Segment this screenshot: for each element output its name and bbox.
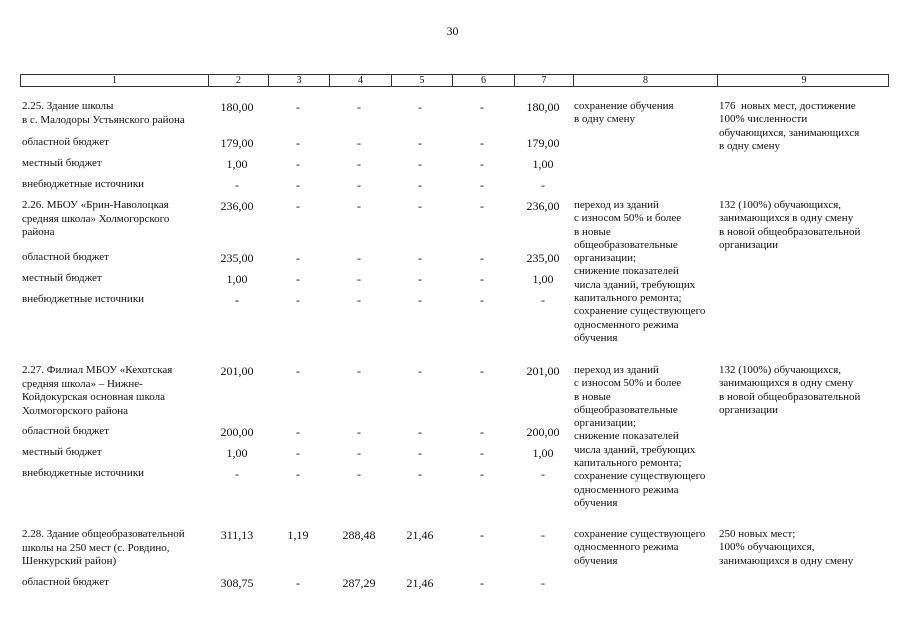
section-2-26-extra-col6: - (480, 293, 484, 307)
header-col-2: 2 (208, 75, 268, 86)
section-2-26-extra-col3: - (296, 293, 300, 307)
section-2-26-local-col3: - (296, 272, 300, 286)
section-2-27-title-col5: - (418, 364, 422, 378)
section-2-26-regional-col2: 235,00 (220, 251, 254, 265)
col8-note-1: сохранение обучения в одну смену (574, 100, 674, 126)
section-2-27-local-col3: - (296, 446, 300, 460)
section-2-28-regional-col6: - (480, 576, 484, 590)
section-2-25-regional-col7: 179,00 (526, 136, 560, 150)
section-2-25-title-col2: 180,00 (220, 100, 254, 114)
section-2-27-title-col2: 201,00 (220, 364, 254, 378)
section-2-27-regional-col5: - (418, 425, 422, 439)
section-2-27-title-col6: - (480, 364, 484, 378)
section-2-25-local-col6: - (480, 157, 484, 171)
section-2-27-title-label: 2.27. Филиал МБОУ «Кехотская средняя школа» – Нижне- Койдокурская основная школа Холмогорского района (22, 364, 173, 417)
section-2-28-regional-label: областной бюджет (22, 576, 109, 588)
section-2-26-regional-col4: - (357, 251, 361, 265)
section-2-27-extra-col6: - (480, 467, 484, 481)
section-2-26-title-col2: 236,00 (220, 199, 254, 213)
section-2-28-title-label: 2.28. Здание общеобразовательной школы на 250 мест (с. Ровдино, Шенкурский район) (22, 528, 185, 567)
section-2-27-extra-col5: - (418, 467, 422, 481)
page-number: 30 (446, 24, 459, 38)
section-2-25-title-col4: - (357, 100, 361, 114)
section-2-25-local-col2: 1,00 (226, 157, 248, 171)
section-2-25-title-col5: - (418, 100, 422, 114)
section-2-28-title-col4: 288,48 (342, 528, 376, 542)
section-2-25-extra-col6: - (480, 178, 484, 192)
section-2-28-regional-col5: 21,46 (406, 576, 434, 590)
section-2-26-extra-col4: - (357, 293, 361, 307)
col9-note-3: 132 (100%) обучающихся, занимающихся в одну смену в новой общеобразовательной организации (719, 364, 861, 416)
section-2-26-local-label: местный бюджет (22, 272, 102, 284)
section-2-26-local-col2: 1,00 (226, 272, 248, 286)
section-2-26-title-label: 2.26. МБОУ «Брин-Наволоцкая средняя школа» Холмогорского района (22, 199, 170, 238)
section-2-25-regional-col2: 179,00 (220, 136, 254, 150)
header-col-5: 5 (391, 75, 452, 86)
section-2-27-extra-col7: - (541, 467, 545, 481)
section-2-27-extra-col2: - (235, 467, 239, 481)
section-2-26-title-col6: - (480, 199, 484, 213)
section-2-27-regional-col2: 200,00 (220, 425, 254, 439)
section-2-27-title-col3: - (296, 364, 300, 378)
section-2-26-regional-col5: - (418, 251, 422, 265)
section-2-26-local-col6: - (480, 272, 484, 286)
section-2-27-regional-col6: - (480, 425, 484, 439)
section-2-27-extra-label: внебюджетные источники (22, 467, 145, 479)
section-2-28-title-col6: - (480, 528, 484, 542)
section-2-27-regional-label: областной бюджет (22, 425, 109, 437)
col9-note-1: 176 новых мест, достижение 100% численности обучающихся, занимающихся в одну смену (719, 100, 860, 152)
section-2-25-local-col5: - (418, 157, 422, 171)
section-2-26-regional-col3: - (296, 251, 300, 265)
table-header (20, 74, 889, 87)
section-2-27-extra-col4: - (357, 467, 361, 481)
section-2-25-extra-label: внебюджетные источники (22, 178, 145, 190)
section-2-27-regional-col4: - (357, 425, 361, 439)
col8-note-3: переход из зданий с износом 50% и более в новые общеобразовательные организации; снижение показателей числа зданий, требующих капитального ремонта; сохранение существующего односменного режима обучения (574, 364, 706, 509)
section-2-25-local-label: местный бюджет (22, 157, 102, 169)
section-2-27-extra-col3: - (296, 467, 300, 481)
section-2-26-title-col3: - (296, 199, 300, 213)
section-2-26-extra-label: внебюджетные источники (22, 293, 145, 305)
header-col-1: 1 (112, 75, 117, 86)
section-2-25-extra-col3: - (296, 178, 300, 192)
col9-note-2: 132 (100%) обучающихся, занимающихся в одну смену в новой общеобразовательной организации (719, 199, 861, 251)
section-2-28-regional-col4: 287,29 (342, 576, 376, 590)
section-2-25-extra-col4: - (357, 178, 361, 192)
section-2-26-extra-col5: - (418, 293, 422, 307)
section-2-25-title-col6: - (480, 100, 484, 114)
section-2-26-regional-col7: 235,00 (526, 251, 560, 265)
section-2-27-local-col5: - (418, 446, 422, 460)
section-2-25-local-col4: - (357, 157, 361, 171)
section-2-28-regional-col3: - (296, 576, 300, 590)
section-2-28-title-col5: 21,46 (406, 528, 434, 542)
section-2-26-title-col7: 236,00 (526, 199, 560, 213)
section-2-28-title-col7: - (541, 528, 545, 542)
header-col-3: 3 (268, 75, 329, 86)
section-2-27-local-label: местный бюджет (22, 446, 102, 458)
section-2-27-local-col2: 1,00 (226, 446, 248, 460)
section-2-25-title-col7: 180,00 (526, 100, 560, 114)
section-2-27-regional-col3: - (296, 425, 300, 439)
section-2-27-title-col4: - (357, 364, 361, 378)
header-col-6: 6 (452, 75, 514, 86)
section-2-25-title-label: 2.25. Здание школы в с. Малодоры Устьянского района (22, 100, 185, 126)
section-2-25-extra-col2: - (235, 178, 239, 192)
section-2-28-regional-col2: 308,75 (220, 576, 254, 590)
header-col-9: 9 (717, 75, 890, 86)
section-2-25-regional-col4: - (357, 136, 361, 150)
section-2-26-title-col4: - (357, 199, 361, 213)
section-2-25-regional-col3: - (296, 136, 300, 150)
section-2-25-local-col7: 1,00 (532, 157, 554, 171)
section-2-27-regional-col7: 200,00 (526, 425, 560, 439)
section-2-27-local-col6: - (480, 446, 484, 460)
section-2-26-extra-col2: - (235, 293, 239, 307)
section-2-26-local-col5: - (418, 272, 422, 286)
section-2-26-regional-label: областной бюджет (22, 251, 109, 263)
section-2-25-local-col3: - (296, 157, 300, 171)
section-2-26-title-col5: - (418, 199, 422, 213)
section-2-26-local-col4: - (357, 272, 361, 286)
section-2-28-regional-col7: - (541, 576, 545, 590)
section-2-25-extra-col5: - (418, 178, 422, 192)
header-col-4: 4 (329, 75, 391, 86)
col9-note-4: 250 новых мест; 100% обучающихся, занимающихся в одну смену (719, 528, 854, 567)
section-2-25-regional-col5: - (418, 136, 422, 150)
section-2-26-regional-col6: - (480, 251, 484, 265)
section-2-25-title-col3: - (296, 100, 300, 114)
section-2-26-extra-col7: - (541, 293, 545, 307)
section-2-25-regional-col6: - (480, 136, 484, 150)
section-2-25-extra-col7: - (541, 178, 545, 192)
col8-note-2: переход из зданий с износом 50% и более в новые общеобразовательные организации; снижение показателей числа зданий, требующих капитального ремонта; сохранение существующего односменного режима обучения (574, 199, 706, 344)
section-2-27-local-col4: - (357, 446, 361, 460)
section-2-28-title-col2: 311,13 (220, 528, 254, 542)
header-col-7: 7 (514, 75, 573, 86)
section-2-26-local-col7: 1,00 (532, 272, 554, 286)
section-2-25-regional-label: областной бюджет (22, 136, 109, 148)
section-2-27-local-col7: 1,00 (532, 446, 554, 460)
header-col-8: 8 (573, 75, 717, 86)
col8-note-4: сохранение существующего односменного режима обучения (574, 528, 706, 567)
section-2-27-title-col7: 201,00 (526, 364, 560, 378)
section-2-28-title-col3: 1,19 (287, 528, 309, 542)
